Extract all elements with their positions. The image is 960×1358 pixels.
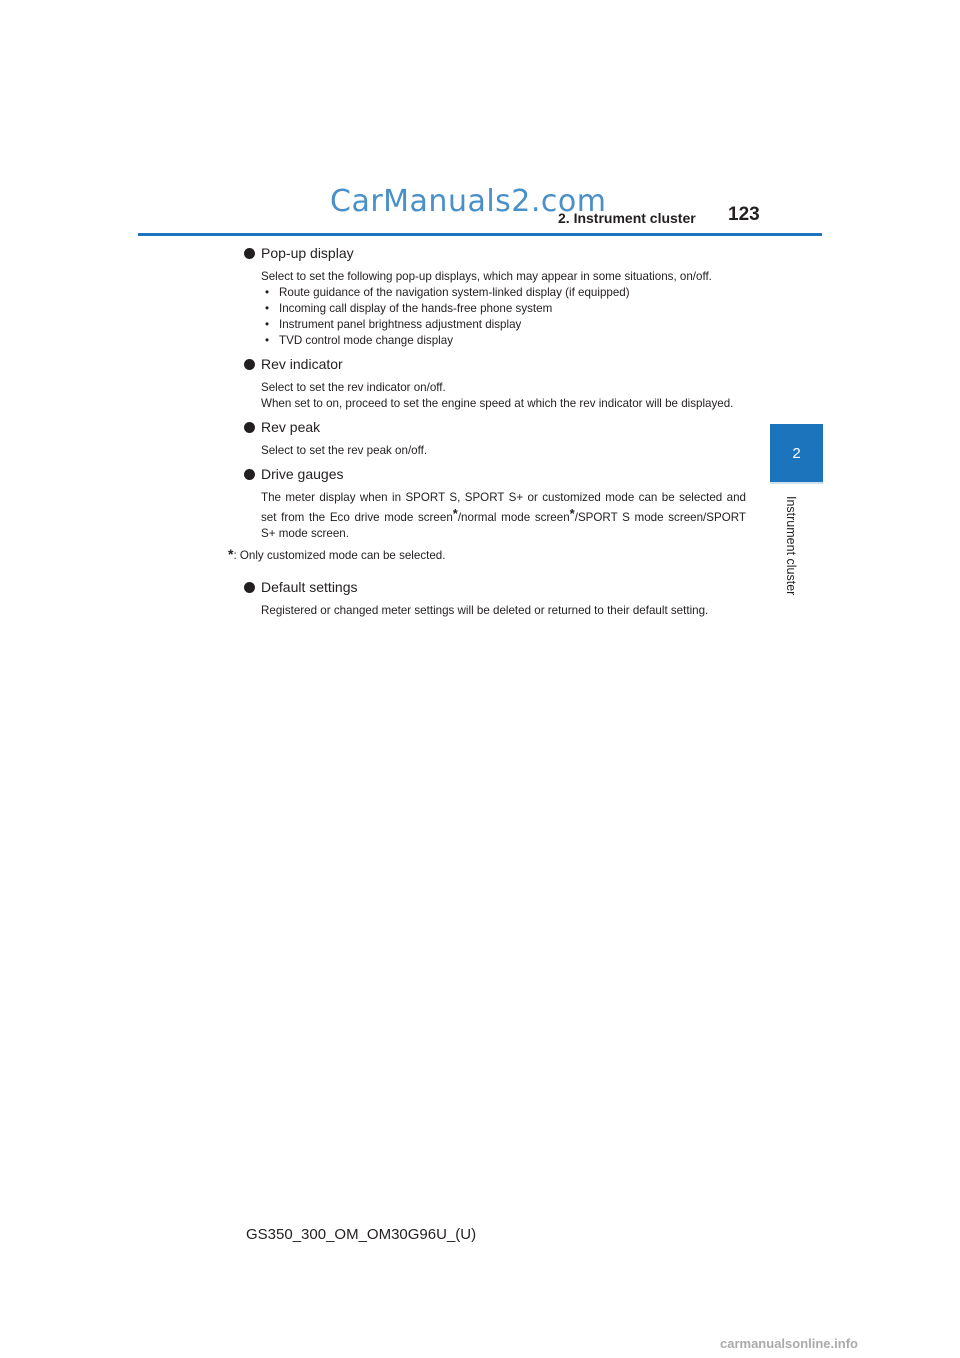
chapter-tab-divider <box>770 482 823 484</box>
dot-icon: • <box>265 302 270 315</box>
bullet-icon <box>244 248 255 259</box>
item-title: Pop-up display <box>261 245 354 261</box>
dot-icon: • <box>265 286 270 299</box>
item-body: Select to set the rev peak on/off. <box>261 444 428 457</box>
chapter-tab-number: 2 <box>792 444 801 462</box>
watermark-bottom: carmanualsonline.info <box>720 1336 858 1351</box>
watermark-logo-top: CarManuals2.com <box>330 184 607 219</box>
item-body-line: When set to on, proceed to set the engine speed at which the rev indicator will be displayed. <box>261 397 734 410</box>
item-drive-gauges <box>244 463 746 542</box>
item-body-line: Select to set the rev indicator on/off. <box>261 381 446 394</box>
item-title: Default settings <box>261 579 358 595</box>
item-default-settings <box>244 576 746 619</box>
sub-list <box>261 285 746 349</box>
item-body: Registered or changed meter settings will be deleted or returned to their default setting. <box>261 604 709 617</box>
header-divider <box>138 233 822 236</box>
document-code: GS350_300_OM_OM30G96U_(U) <box>246 1226 477 1243</box>
footnote-marker: * <box>228 546 234 562</box>
bullet-icon <box>244 359 255 370</box>
dot-icon: • <box>265 318 270 331</box>
section-title: 2. Instrument cluster <box>558 210 696 226</box>
item-rev-peak <box>244 416 746 459</box>
footnote-ref: * <box>452 506 458 521</box>
item-rev-indicator <box>244 353 746 412</box>
item-body: The meter display when in SPORT S, SPORT S+ or customized mode can be selected and set from the Eco drive mode screen*/normal mode screen*/SPORT S mode screen/SPORT S+ mode screen. <box>261 491 746 540</box>
item-body: Select to set the following pop-up displays, which may appear in some situations, on/off. <box>261 270 712 283</box>
item-title: Drive gauges <box>261 466 344 482</box>
dot-icon: • <box>265 334 270 347</box>
list-item: • Route guidance of the navigation system-linked display (if equipped) <box>265 286 630 299</box>
bullet-icon <box>244 582 255 593</box>
footnote: *: Only customized mode can be selected. <box>228 546 446 562</box>
bullet-icon <box>244 469 255 480</box>
footnote-ref: * <box>569 506 575 521</box>
item-title: Rev peak <box>261 419 321 435</box>
item-title: Rev indicator <box>261 356 343 372</box>
item-popup-display <box>244 242 746 349</box>
list-item: • Incoming call display of the hands-free phone system <box>265 302 553 315</box>
bullet-icon <box>244 422 255 433</box>
list-item: • Instrument panel brightness adjustment display <box>265 318 522 331</box>
list-item: • TVD control mode change display <box>265 334 453 347</box>
chapter-tab <box>770 424 823 482</box>
page-content <box>228 242 746 623</box>
page-number: 123 <box>728 204 760 225</box>
chapter-tab-label: Instrument cluster <box>784 496 798 596</box>
